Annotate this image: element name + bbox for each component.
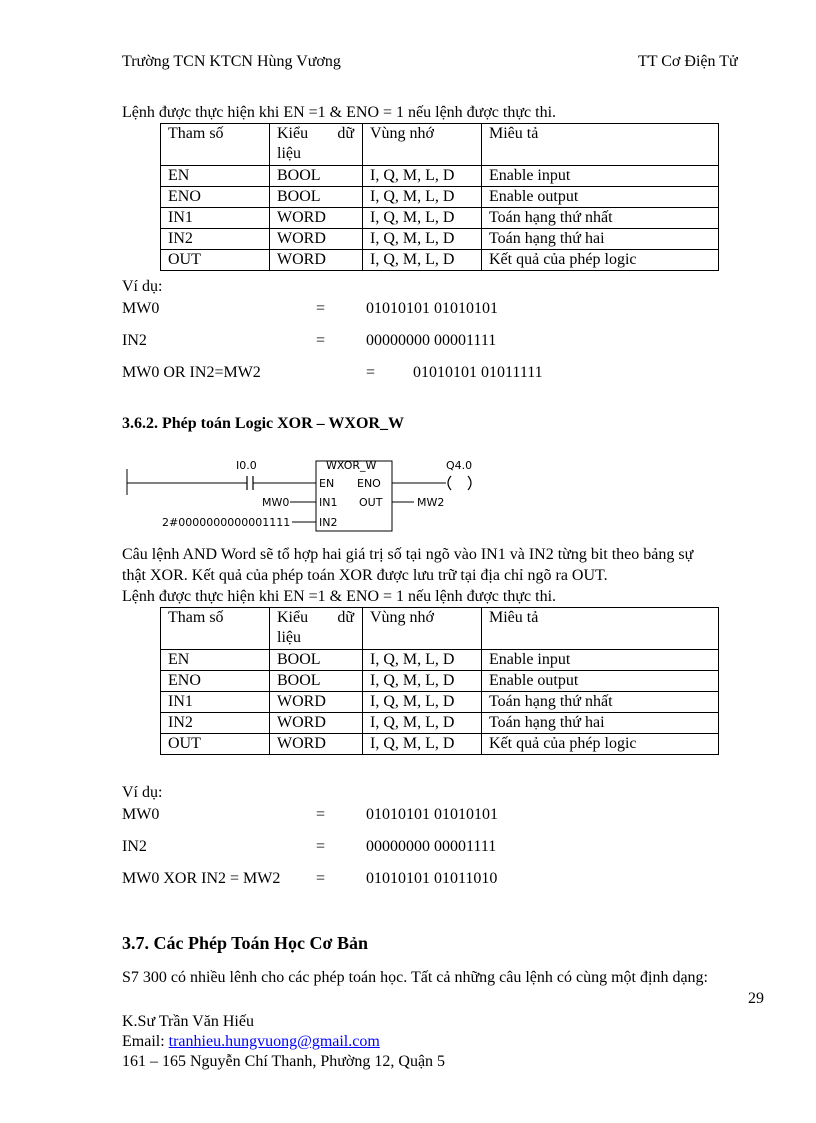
table-cell: EN: [161, 166, 270, 187]
table-cell: IN1: [161, 208, 270, 229]
contact-label: I0.0: [236, 459, 257, 472]
table-cell: Toán hạng thứ hai: [482, 229, 719, 250]
table-row: [161, 734, 719, 755]
table-cell: IN1: [161, 692, 270, 713]
example-value: 00000000 00001111: [366, 838, 497, 855]
section1-intro: Lệnh được thực hiện khi EN =1 & ENO = 1 nếu lệnh được thực thi.: [122, 104, 557, 121]
example-equals: =: [316, 870, 326, 887]
pin-out: OUT: [359, 496, 383, 509]
col-header-datatype: Kiểu dữ liệu: [270, 608, 363, 650]
table-cell: ENO: [161, 187, 270, 208]
contact-symbol: [247, 476, 253, 490]
table-cell: Kết quả của phép logic: [482, 250, 719, 271]
table-row: [161, 208, 719, 229]
table-cell: BOOL: [270, 187, 363, 208]
table-cell: IN2: [161, 229, 270, 250]
col-header-memory: Vùng nhớ: [363, 124, 482, 166]
table-cell: I, Q, M, L, D: [363, 671, 482, 692]
example-label: MW0 OR IN2=MW2: [122, 364, 261, 381]
table-row: [161, 166, 719, 187]
in1-operand: MW0: [262, 496, 290, 509]
example-value: 00000000 00001111: [366, 332, 497, 349]
table-cell: WORD: [270, 734, 363, 755]
col-header-datatype: Kiểu dữ liệu: [270, 124, 363, 166]
table-cell: WORD: [270, 713, 363, 734]
footer-address: 161 – 165 Nguyễn Chí Thanh, Phường 12, Quận 5: [122, 1053, 446, 1070]
table-cell: Enable output: [482, 187, 719, 208]
ladder-diagram: [116, 455, 496, 537]
table-cell: WORD: [270, 208, 363, 229]
example-equals: =: [316, 332, 326, 349]
table-cell: EN: [161, 650, 270, 671]
section3-paragraph: S7 300 có nhiều lênh cho các phép toán học. Tất cả những câu lệnh có cùng một định dạng:: [122, 969, 708, 986]
table-row: [161, 650, 719, 671]
header-department: TT Cơ Điện Tử: [638, 53, 738, 70]
table-cell: OUT: [161, 734, 270, 755]
block-name: WXOR_W: [326, 459, 377, 472]
col-header-description: Miêu tả: [482, 124, 719, 166]
pin-eno: ENO: [357, 477, 381, 490]
page-number: 29: [748, 990, 764, 1007]
example-equals: =: [366, 364, 376, 381]
table-cell: BOOL: [270, 650, 363, 671]
example-equals: =: [316, 300, 326, 317]
table-cell: WORD: [270, 692, 363, 713]
table-cell: Enable output: [482, 671, 719, 692]
table-cell: I, Q, M, L, D: [363, 229, 482, 250]
section1-example-label: Ví dụ:: [122, 278, 163, 295]
table-cell: I, Q, M, L, D: [363, 692, 482, 713]
footer-email-line: [122, 1032, 380, 1052]
table-cell: WORD: [270, 229, 363, 250]
table-cell: I, Q, M, L, D: [363, 250, 482, 271]
pin-in2: IN2: [319, 516, 338, 529]
pin-in1: IN1: [319, 496, 338, 509]
table-cell: I, Q, M, L, D: [363, 734, 482, 755]
table-cell: WORD: [270, 250, 363, 271]
coil-label: Q4.0: [446, 459, 473, 472]
example-value: 01010101 01011111: [413, 364, 543, 381]
section2-title: 3.6.2. Phép toán Logic XOR – WXOR_W: [122, 415, 404, 432]
out-operand: MW2: [417, 496, 445, 509]
example-equals: =: [316, 806, 326, 823]
table-cell: Toán hạng thứ nhất: [482, 208, 719, 229]
col-header-param: Tham số: [161, 124, 270, 166]
table-cell: I, Q, M, L, D: [363, 187, 482, 208]
example-label: MW0: [122, 806, 160, 823]
section3-title: 3.7. Các Phép Toán Học Cơ Bản: [122, 933, 369, 953]
section1-param-table: [160, 123, 719, 271]
example-value: 01010101 01010101: [366, 806, 498, 823]
col-header-memory: Vùng nhớ: [363, 608, 482, 650]
table-header-row: [161, 608, 719, 650]
table-header-row: [161, 124, 719, 166]
example-value: 01010101 01011010: [366, 870, 498, 887]
table-cell: IN2: [161, 713, 270, 734]
col-header-description: Miêu tả: [482, 608, 719, 650]
example-label: IN2: [122, 332, 147, 349]
section2-paragraph-line1: Câu lệnh AND Word sẽ tổ hợp hai giá trị số tại ngõ vào IN1 và IN2 từng bit theo bảng sự: [122, 546, 694, 563]
in2-operand: 2#0000000000001111: [162, 516, 291, 529]
coil-symbol: [448, 476, 471, 490]
table-cell: Toán hạng thứ nhất: [482, 692, 719, 713]
footer-email-label: Email:: [122, 1033, 169, 1050]
table-row: [161, 250, 719, 271]
table-cell: ENO: [161, 671, 270, 692]
section2-paragraph-line2: thật XOR. Kết quả của phép toán XOR được lưu trữ tại địa chỉ ngõ ra OUT.: [122, 567, 608, 584]
table-cell: BOOL: [270, 671, 363, 692]
table-row: [161, 187, 719, 208]
table-cell: Enable input: [482, 166, 719, 187]
example-label: MW0 XOR IN2 = MW2: [122, 870, 281, 887]
table-row: [161, 229, 719, 250]
pin-en: EN: [319, 477, 335, 490]
table-cell: Toán hạng thứ hai: [482, 713, 719, 734]
example-label: IN2: [122, 838, 147, 855]
table-cell: I, Q, M, L, D: [363, 166, 482, 187]
example-value: 01010101 01010101: [366, 300, 498, 317]
table-cell: I, Q, M, L, D: [363, 713, 482, 734]
table-cell: Kết quả của phép logic: [482, 734, 719, 755]
example-label: MW0: [122, 300, 160, 317]
footer-author: K.Sư Trần Văn Hiếu: [122, 1013, 254, 1030]
section2-intro: Lệnh được thực hiện khi EN =1 & ENO = 1 nếu lệnh được thực thi.: [122, 588, 557, 605]
section2-param-table: [160, 607, 719, 755]
table-cell: OUT: [161, 250, 270, 271]
table-cell: BOOL: [270, 166, 363, 187]
col-header-param: Tham số: [161, 608, 270, 650]
table-cell: I, Q, M, L, D: [363, 650, 482, 671]
footer-email-link[interactable]: tranhieu.hungvuong@gmail.com: [168, 1033, 380, 1050]
table-row: [161, 713, 719, 734]
header-school-name: Trường TCN KTCN Hùng Vương: [122, 53, 341, 70]
section2-example-label: Ví dụ:: [122, 784, 163, 801]
table-row: [161, 692, 719, 713]
table-cell: I, Q, M, L, D: [363, 208, 482, 229]
table-row: [161, 671, 719, 692]
table-cell: Enable input: [482, 650, 719, 671]
example-equals: =: [316, 838, 326, 855]
